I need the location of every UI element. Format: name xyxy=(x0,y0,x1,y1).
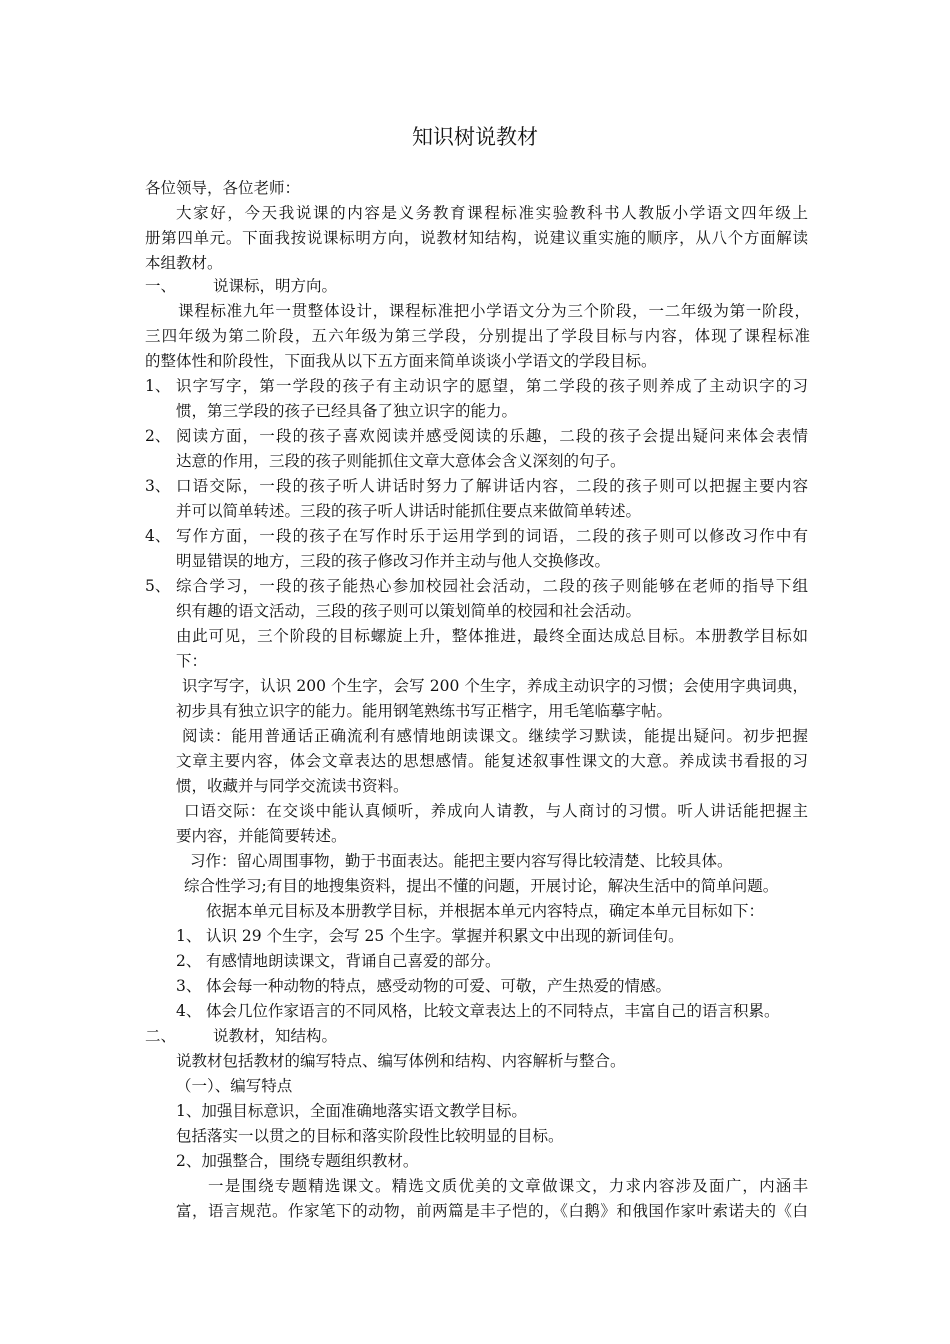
list-item-line: 阅读方面，一段的孩子喜欢阅读并感受阅读的乐趣，二段的孩子会提出疑问来体会表情 xyxy=(176,427,808,445)
paragraph-line: 包括落实一以贯之的目标和落实阶段性比较明显的目标。 xyxy=(176,1127,564,1145)
list-number: 3、 xyxy=(145,477,171,495)
paragraph-line: 本组教材。 xyxy=(145,254,223,272)
paragraph-line: 阅读：能用普通话正确流利有感情地朗读课文。继续学习默读，能提出疑问。初步把握 xyxy=(182,727,808,745)
greeting: 各位领导，各位老师： xyxy=(145,179,301,197)
paragraph-line: 由此可见，三个阶段的目标螺旋上升，整体推进，最终全面达成总目标。本册教学目标如 xyxy=(176,627,808,645)
list-item-line: 达意的作用，三段的孩子则能抓住文章大意体会含义深刻的句子。 xyxy=(176,452,626,470)
list-number: 4、 xyxy=(145,527,171,545)
paragraph-line: 依据本单元目标及本册教学目标，并根据本单元内容特点，确定本单元目标如下： xyxy=(206,902,765,920)
list-item-line: 惯，第三学段的孩子已经具备了独立识字的能力。 xyxy=(176,402,518,420)
section-heading: 说课标，明方向。 xyxy=(213,277,338,295)
paragraph-line: 文章主要内容，体会文章表达的思想感情。能复述叙事性课文的大意。养成读书看报的习 xyxy=(176,752,808,770)
list-item-line: 织有趣的语文活动，三段的孩子则可以策划简单的校园和社会活动。 xyxy=(176,602,642,620)
page-title: 知识树说教材 xyxy=(412,125,538,149)
paragraph-line: 说教材包括教材的编写特点、编写体例和结构、内容解析与整合。 xyxy=(176,1052,626,1070)
paragraph-line: 下： xyxy=(176,652,208,670)
list-item-line: 综合学习，一段的孩子能热心参加校园社会活动，二段的孩子则能够在老师的指导下组 xyxy=(176,577,808,595)
paragraph-line: 三四年级为第二阶段，五六年级为第三学段，分别提出了学段目标与内容，体现了课程标准 xyxy=(145,327,810,345)
paragraph-line: 初步具有独立识字的能力。能用钢笔熟练书写正楷字，用毛笔临摹字帖。 xyxy=(176,702,673,720)
paragraph-line: 识字写字，认识 200 个生字，会写 200 个生字，养成主动识字的习惯；会使用字典词典， xyxy=(182,677,808,695)
list-item-line: 并可以简单转述。三段的孩子听人讲话时能抓住要点来做简单转述。 xyxy=(176,502,642,520)
list-item-line: 识字写字，第一学段的孩子有主动识字的愿望，第二学段的孩子则养成了主动识字的习 xyxy=(176,377,808,395)
list-number: 2、 xyxy=(145,427,171,445)
list-item-line: 体会每一种动物的特点，感受动物的可爱、可敬，产生热爱的情感。 xyxy=(206,977,672,995)
paragraph-line: 要内容，并能简要转述。 xyxy=(176,827,347,845)
paragraph-line: 册第四单元。下面我按说课标明方向，说教材知结构，说建议重实施的顺序，从八个方面解读 xyxy=(145,229,808,247)
list-number: 1、 xyxy=(145,377,171,395)
paragraph-line: 习作：留心周围事物，勤于书面表达。能把主要内容写得比较清楚、比较具体。 xyxy=(190,852,733,870)
section-number: 一、 xyxy=(145,277,177,295)
paragraph-line: 2、加强整合，围绕专题组织教材。 xyxy=(176,1152,419,1170)
paragraph-line: 一是围绕专题精选课文。精选文质优美的文章做课文，力求内容涉及面广，内涵丰 xyxy=(208,1177,808,1195)
list-number: 4、 xyxy=(176,1002,202,1020)
paragraph-line: 惯，收藏并与同学交流读书资料。 xyxy=(176,777,409,795)
paragraph-line: 富，语言规范。作家笔下的动物，前两篇是丰子恺的，《白鹅》和俄国作家叶索诺夫的《白 xyxy=(176,1202,808,1220)
paragraph-line: 课程标准九年一贯整体设计，课程标准把小学语文分为三个阶段，一二年级为第一阶段， xyxy=(178,302,810,320)
paragraph-line: 综合性学习;有目的地搜集资料，提出不懂的问题，开展讨论，解决生活中的简单问题。 xyxy=(184,877,779,895)
section-number: 二、 xyxy=(145,1027,177,1045)
list-item-line: 写作方面，一段的孩子在写作时乐于运用学到的词语，二段的孩子则可以修改习作中有 xyxy=(176,527,808,545)
list-number: 3、 xyxy=(176,977,202,995)
list-number: 1、 xyxy=(176,927,202,945)
list-item-line: 口语交际，一段的孩子听人讲话时努力了解讲话内容，二段的孩子则可以把握主要内容 xyxy=(176,477,808,495)
list-item-line: 体会几位作家语言的不同风格，比较文章表达上的不同特点，丰富自己的语言积累。 xyxy=(206,1002,780,1020)
list-item-line: 明显错误的地方，三段的孩子修改习作并主动与他人交换修改。 xyxy=(176,552,611,570)
paragraph-line: 大家好，今天我说课的内容是义务教育课程标准实验教科书人教版小学语文四年级上 xyxy=(176,204,808,222)
list-item-line: 认识 29 个生字，会写 25 个生字。掌握并积累文中出现的新词佳句。 xyxy=(206,927,684,945)
list-number: 5、 xyxy=(145,577,171,595)
paragraph-line: 口语交际：在交谈中能认真倾听，养成向人请教，与人商讨的习惯。听人讲话能把握主 xyxy=(184,802,808,820)
paragraph-line: 的整体性和阶段性，下面我从以下五方面来简单谈谈小学语文的学段目标。 xyxy=(145,352,657,370)
list-item-line: 有感情地朗读课文，背诵自己喜爱的部分。 xyxy=(206,952,501,970)
list-number: 2、 xyxy=(176,952,202,970)
subheading: （一）、编写特点 xyxy=(176,1077,293,1095)
paragraph-line: 1、加强目标意识，全面准确地落实语文教学目标。 xyxy=(176,1102,527,1120)
section-heading: 说教材，知结构。 xyxy=(213,1027,338,1045)
